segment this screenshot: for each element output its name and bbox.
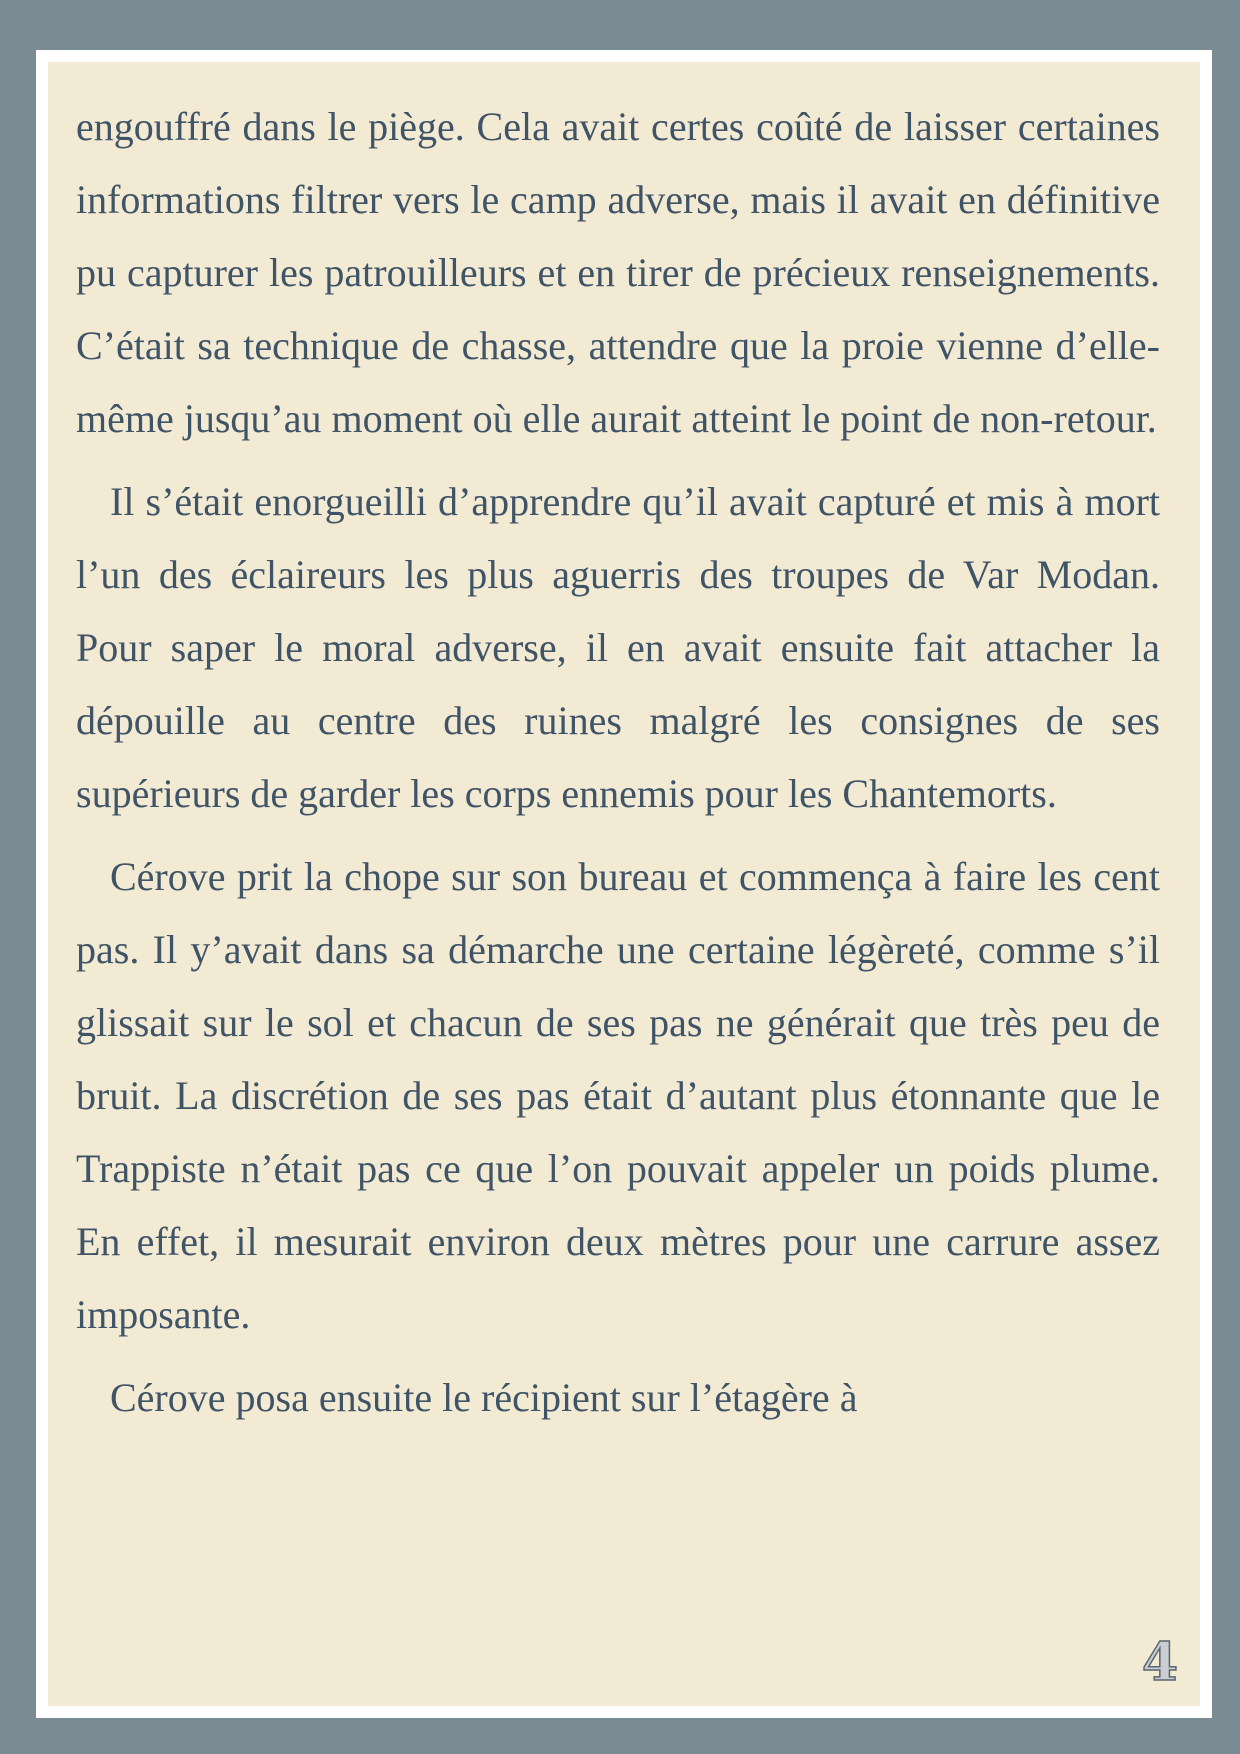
- page-number-text: 4: [1141, 1632, 1179, 1690]
- paragraph-1: engouffré dans le piège. Cela avait certes coûté de laisser certaines informations filtrer vers le camp adverse, mais il avait en définitive pu capturer les patrouilleurs et en tirer de précieux renseignements. C’était sa technique de chasse, attendre que la proie vienne d’elle-même jusqu’au moment où elle aurait atteint le point de non-retour.: [76, 104, 1160, 441]
- page-frame: [36, 50, 1212, 1718]
- body-text: [76, 90, 1160, 1444]
- page-number: [1138, 1632, 1182, 1690]
- paragraph-4: Cérove posa ensuite le récipient sur l’étagère à: [110, 1375, 858, 1420]
- paragraph-2: Il s’était enorgueilli d’apprendre qu’il avait capturé et mis à mort l’un des éclaireurs les plus aguerris des troupes de Var Modan. Pour saper le moral adverse, il en avait ensuite fait attacher la dépouille au centre des ruines malgré les consignes de ses supérieurs de garder les corps ennemis pour les Chantemorts.: [76, 479, 1160, 816]
- paragraph-3: Cérove prit la chope sur son bureau et commença à faire les cent pas. Il y’avait dans sa démarche une certaine légèreté, comme s’il glissait sur le sol et chacun de ses pas ne générait que très peu de bruit. La discrétion de ses pas était d’autant plus étonnante que le Trappiste n’était pas ce que l’on pouvait appeler un poids plume. En effet, il mesurait environ deux mètres pour une carrure assez imposante.: [76, 854, 1160, 1337]
- page-paper: [48, 62, 1200, 1706]
